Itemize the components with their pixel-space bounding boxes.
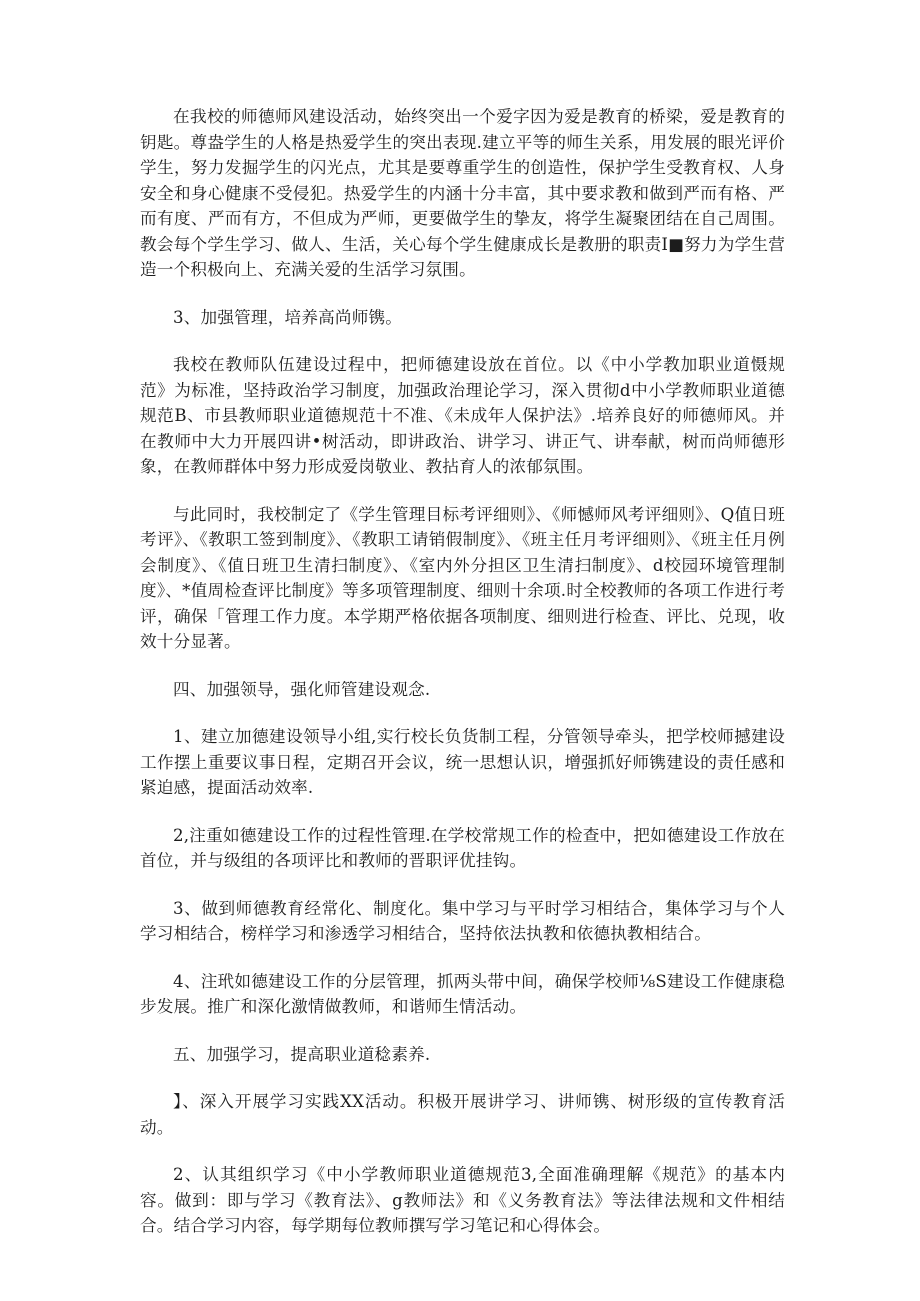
paragraph-process-management: 2,注重如德建设工作的过程性管理.在学校常规工作的检查中，把如德建设工作放在首位，并与级组的各项评比和教师的晋职评优挂钩。 [140,825,785,870]
paragraph-study-standards: 2、认其组织学习《中小学教师职业道德规范3,全面准确理解《规范》的基本内容。做到：即与学习《教育法》、g教师法》和《义务教育法》等法律法规和文件相结合。结合学习内容，每学期每位教师撰写学习笔记和心得体会。 [140,1165,785,1235]
section-heading-leadership: 四、加强领导，强化师管建设观念. [173,679,431,699]
paragraph-regulations: 与此同时，我校制定了《学生管理目标考评细则》、《师憾师风考评细则》、Q值日班考评》、《教职工签到制度》、《教职工请销假制度》、《班主任月考评细则》、《班主任月例会制度》、《值日班卫生清扫制度》、《室内外分担区卫生清扫制度》、d校园环境管理制度》、*值周检查评比制度》等多项管理制度、细则十余项.时全校教师的各项工作进行考评，确保「管理工作力度。本学期严格依据各项制度、细则进行检查、评比、兑现，收效十分显著。 [140,504,785,651]
paragraph-love-students: 在我校的师德师风建设活动，始终突出一个爱字因为爱是教育的桥梁，爱是教育的钥匙。尊盎学生的人格是热爱学生的突出表现.建立平等的师生关系，用发展的眼光评价学生，努力发掘学生的闪光点，尤其是要尊重学生的创造性，保护学生受教育权、人身安全和身心健康不受侵犯。热爱学生的内涵十分丰富，其中要求教和做到严而有格、严而有度、严而有方，不但成为严师，更要做学生的挚友，将学生凝聚团结在自己周围。教会每个学生学习、做人、生活，关心每个学生健康成长是教册的职责I■努力为学生营造一个积极向上、充满关爱的生活学习氛围。 [140,107,785,279]
paragraph-layered-management: 4、注玳如德建设工作的分层管理，抓两头带中间，确保学校师⅛S建设工作健康稳步发展。推广和深化激情做教师，和谐师生情活动。 [140,971,785,1016]
document-page [140,104,785,1261]
paragraph-leadership-group: 1、建立加德建设领导小组,实行校长负货制工程，分管领导牵头，把学校师撼建设工作摆上重要议事日程，定期召开会议，统一思想认识，增强抓好师镌建设的责任感和紧迫感，提面活动效率. [140,727,785,797]
paragraph-study-practice: 】、深入开展学习实践XX活动。积极开展讲学习、讲师镌、树形级的宣传教育活动。 [140,1092,785,1137]
section-heading-study: 五、加强学习，提高职业道稔素养. [173,1044,431,1064]
paragraph-teacher-team: 我校在教师队伍建设过程中，把师德建设放在首位。以《中小学教加职业道慑规范》为标准，坚持政治学习制度，加强政治理论学习，深入贯彻d中小学教师职业道德规范B、市县教师职业道德规范十不准、《未成年人保护法》.培养良好的师德师风。并在教师中大力开展四讲•树活动，即讲政治、讲学习、讲正气、讲奉献，树而尚师德形象，在教师群体中努力形成爱岗敬业、教拈育人的浓郁氛围。 [140,355,785,476]
section-heading-management: 3、加强管理，培养高尚师镌。 [173,307,403,327]
paragraph-regular-education: 3、做到师德教育经常化、制度化。集中学习与平时学习相结合，集体学习与个人学习相结合，榜样学习和渗透学习相结合，坚持依法执教和依德执教相结合。 [140,898,785,943]
